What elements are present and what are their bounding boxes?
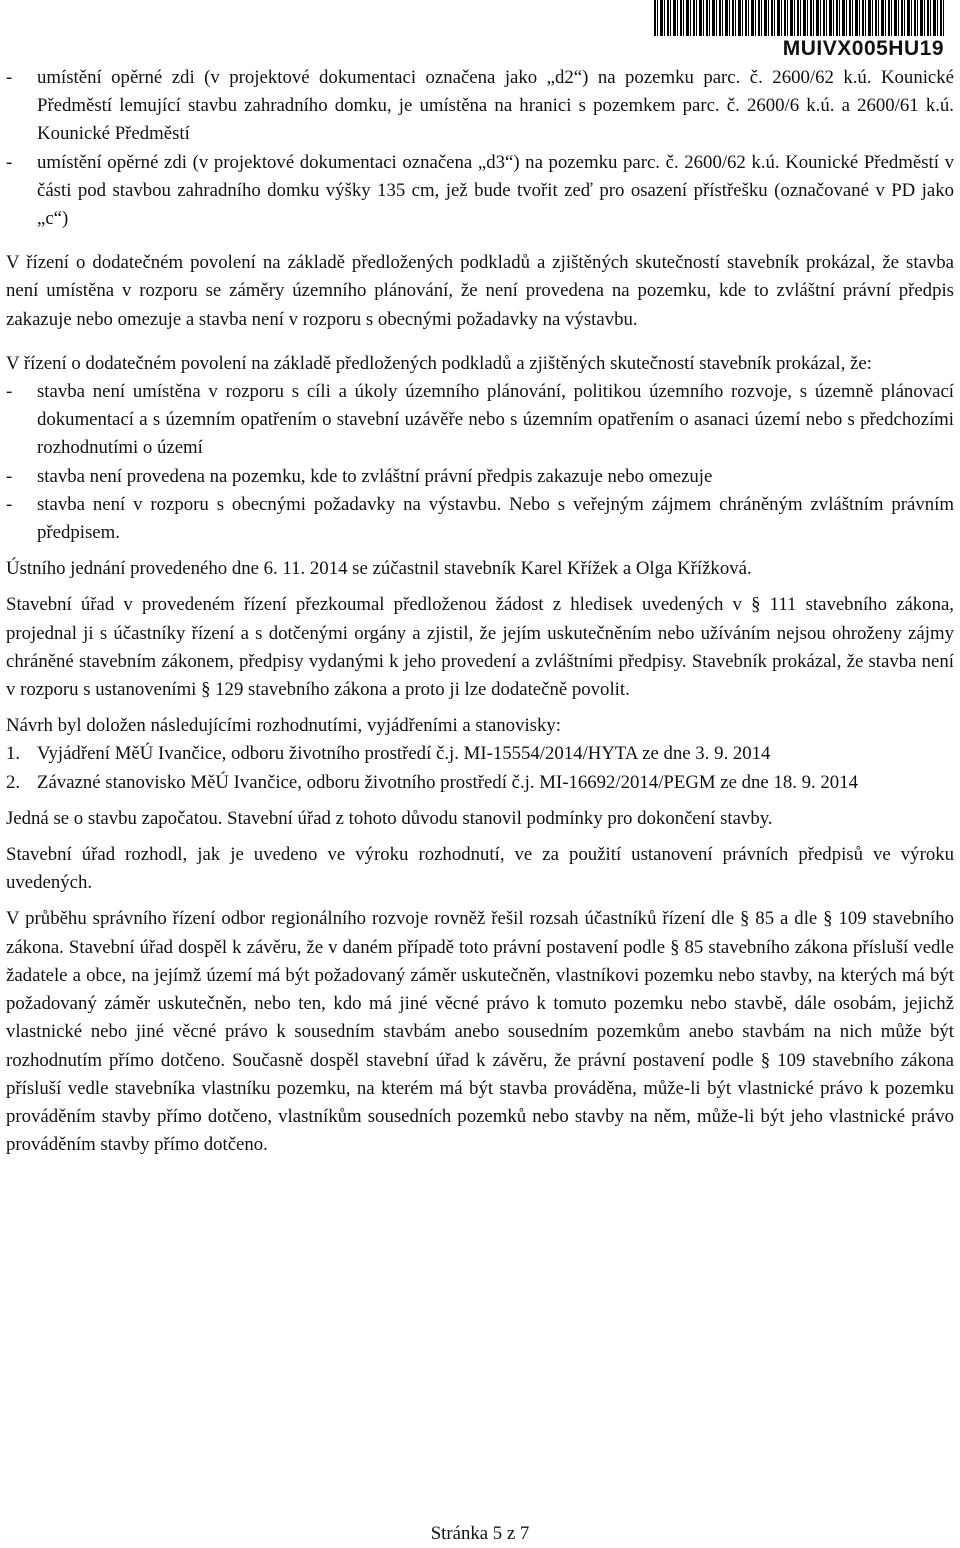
list-item-text: stavba není umístěna v rozporu s cíli a úkoly územního plánování, politikou územního rozvoje, s územně plánovací dokumentací a s územním opatřením o stavební uzávěře nebo s územním opatřením o asanaci území nebo s předchozími rozhodnutími o území	[37, 381, 954, 459]
list-item	[6, 149, 954, 234]
document-header	[644, 0, 944, 62]
barcode	[654, 0, 944, 36]
list-item-text: stavba není v rozporu s obecnými požadavky na výstavbu. Nebo s veřejným zájmem chráněným zvláštním právním předpisem.	[37, 493, 954, 544]
paragraph: V řízení o dodatečném povolení na základě předložených podkladů a zjištěných skutečností stavebník prokázal, že stavba není umístěna v rozporu se záměry územního plánování, že není provedena na pozemku, kde to zvláštní právní předpis zakazuje nebo omezuje a stavba není v rozporu s obecnými požadavky na výstavbu.	[6, 252, 954, 330]
list-number: 2.	[6, 771, 21, 793]
list-item	[6, 463, 954, 491]
document-code: MUIVX005HU19	[782, 37, 944, 60]
list-item	[6, 769, 954, 797]
list-item	[6, 740, 954, 768]
list-marker: -	[6, 465, 13, 487]
paragraph: V řízení o dodatečném povolení na základě předložených podkladů a zjištěných skutečností stavebník prokázal, že:	[6, 352, 872, 374]
list-marker: -	[6, 67, 13, 88]
paragraph: Stavební úřad v provedeném řízení přezkoumal předloženou žádost z hledisek uvedených v § 111 stavebního zákona, projednal ji s účastníky řízení a s dotčenými orgány a zjistil, že jejím uskutečněním nebo užíváním nejsou ohroženy zájmy chráněné stavebním zákonem, předpisy vydanými k jeho provedení a zvláštními předpisy. Stavebník prokázal, že stavba není v rozporu s ustanoveními § 129 stavebního zákona a proto ji lze dodatečně povolit.	[6, 594, 954, 701]
list-item	[6, 491, 954, 547]
page-number: Stránka 5 z 7	[430, 1523, 530, 1544]
paragraph: Ústního jednání provedeného dne 6. 11. 2014 se zúčastnil stavebník Karel Křížek a Olga Křížková.	[6, 558, 752, 580]
paragraph: Jedná se o stavbu započatou. Stavební úřad z tohoto důvodu stanovil podmínky pro dokončení stavby.	[6, 807, 773, 829]
list-item-text: Závazné stanovisko MěÚ Ivančice, odboru životního prostředí č.j. MI-16692/2014/PEGM ze dne 18. 9. 2014	[37, 771, 858, 793]
list-item-text: stavba není provedena na pozemku, kde to zvláštní právní předpis zakazuje nebo omezuje	[37, 465, 713, 487]
paragraph: Návrh byl doložen následujícími rozhodnutími, vyjádřeními a stanovisky:	[6, 715, 561, 737]
list-item-text: umístění opěrné zdi (v projektové dokumentaci označena „d3“) na pozemku parc. č. 2600/62 k.ú. Kounické Předměstí v části pod stavbou zahradního domku výšky 135 cm, jež bude tvořit zeď pro osazení přístřešku (označované v PD jako „c“)	[37, 151, 954, 230]
list-item	[6, 378, 954, 463]
paragraph: V průběhu správního řízení odbor regionálního rozvoje rovněž řešil rozsah účastníků řízení dle § 85 a dle § 109 stavebního zákona. Stavební úřad dospěl k závěru, že v daném případě toto právní postavení podle § 85 stavebního zákona přísluší vedle žadatele a obce, na jejímž území má být požadovaný záměr uskutečněn, vlastníkovi pozemku nebo stavby, na kterých má být požadovaný záměr uskutečněn, nebo ten, kdo má jiné věcné právo k tomuto pozemku nebo stavbě, dále osobám, jejichž vlastnické nebo jiné věcné právo k sousedním stavbám anebo sousedním pozemkům anebo stavbám na nich může být rozhodnutím přímo dotčeno. Současně dospěl stavební úřad k závěru, že právní postavení podle § 109 stavebního zákona přísluší vedle stavebníka vlastníku pozemku, na kterém má být stavba prováděna, může-li být vlastnické právo k pozemku prováděním stavby přímo dotčeno, vlastníkům sousedních pozemků nebo stavby na něm, může-li být jeho vlastnické právo prováděním stavby přímo dotčeno.	[6, 908, 954, 1156]
paragraph: Stavební úřad rozhodl, jak je uvedeno ve výroku rozhodnutí, ve za použití ustanovení právních předpisů ve výroku uvedených.	[6, 844, 954, 894]
document-body	[6, 64, 954, 1159]
list-item-text: umístění opěrné zdi (v projektové dokumentaci označena jako „d2“) na pozemku parc. č. 2600/62 k.ú. Kounické Předměstí lemující stavbu zahradního domku, je umístěna na hranici s pozemkem parc. č. 2600/6 k.ú. a 2600/61 k.ú. Kounické Předměstí	[37, 67, 954, 145]
list-marker: -	[6, 151, 13, 173]
list-marker: -	[6, 381, 13, 403]
list-number: 1.	[6, 743, 21, 765]
list-item	[6, 64, 954, 149]
list-item-text: Vyjádření MěÚ Ivančice, odboru životního prostředí č.j. MI-15554/2014/HYTA ze dne 3. 9. 2014	[37, 743, 771, 765]
list-marker: -	[6, 493, 13, 515]
